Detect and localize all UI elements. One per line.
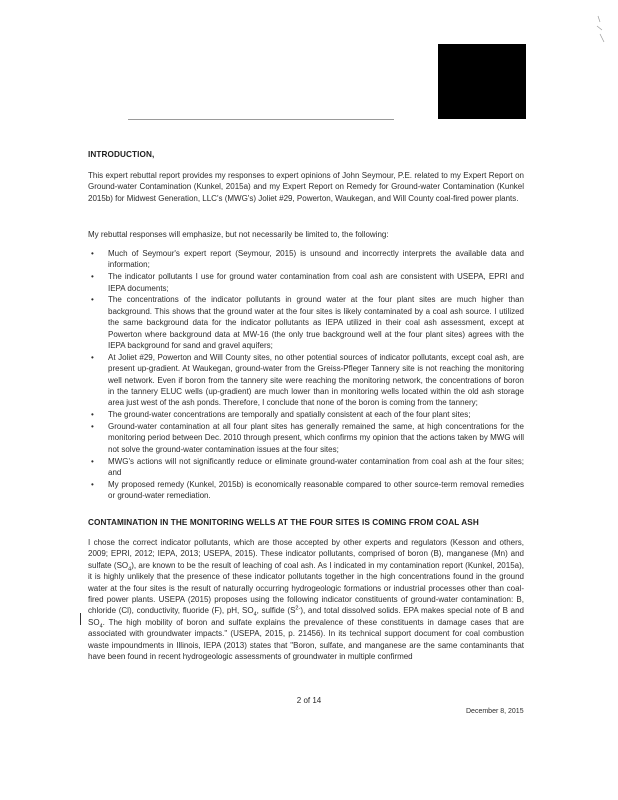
list-item: • MWG's actions will not significantly reduce or eliminate ground-water contamination from coal ash at the four sites; and — [91, 456, 524, 478]
list-item: • My proposed remedy (Kunkel, 2015b) is economically reasonable compared to other source-term removal remedies or ground-water remediation. — [91, 479, 524, 501]
rebuttal-intro-paragraph: My rebuttal responses will emphasize, but not necessarily be limited to, the following: — [88, 230, 389, 239]
introduction-paragraph: This expert rebuttal report provides my responses to expert opinions of John Seymour, P.E. related to my Expert Report on Ground-water Contamination (Kunkel, 2015a) and my Expert Report on Remedy for Ground-water Contamination (Kunkel 2015b) for Midwest Generation, LLC's (MWG's) Joliet #29, Powerton, Waukegan, and Will County coal-fired power plants. — [88, 171, 524, 203]
list-item: • The ground-water concentrations are temporally and spatially consistent at each of the four plant sites; — [91, 410, 471, 420]
page-number: 2 of 14 — [296, 696, 322, 705]
list-item: • Ground-water contamination at all four plant sites has generally remained the same, at high concentrations for the monitoring period between Dec. 2010 through present, which confirms my opinion that the actions taken by MWG will not solve the ground-water contamination issues at the four sites; — [91, 422, 524, 454]
introduction-heading: INTRODUCTION, — [88, 150, 155, 159]
bullet-icon: • — [91, 456, 94, 466]
revision-margin-bar — [80, 613, 81, 625]
bullet-icon: • — [91, 422, 94, 432]
contamination-heading: CONTAMINATION IN THE MONITORING WELLS AT THE FOUR SITES IS COMING FROM COAL ASH — [88, 518, 479, 527]
bullet-icon: • — [91, 272, 94, 282]
list-item: • Much of Seymour's expert report (Seymour, 2015) is unsound and incorrectly interprets the available data and information; — [91, 249, 524, 270]
rebuttal-points-list — [88, 248, 524, 502]
footer-date: December 8, 2015 — [466, 708, 524, 715]
list-item: • The indicator pollutants I use for ground water contamination from coal ash are consistent with USEPA, EPRI and IEPA documents; — [91, 272, 524, 293]
bullet-icon: • — [91, 410, 94, 420]
bullet-icon: • — [91, 249, 94, 258]
redaction-block — [438, 44, 526, 119]
header-rule — [128, 119, 394, 120]
contamination-paragraph: I chose the correct indicator pollutants, which are those accepted by other experts and regulators (Kesson and others, 2009; EPRI, 2012; IEPA, 2013; USEPA, 2015). These indicator pollutants, comprised of boron (B), manganese (Mn) and sulfate $(SO_4)$, are known to be the result of leaching of coal ash. As I indicated in my contamination report (Kunkel, 2015a), it is highly unlikely that the presence of these indicator pollutants together in the high concentrations found in the ground water at the four sites is the result of naturally occurring hydrogeologic formations or industrial processes other than coal-fired power plants. USEPA (2015) proposes using the following indicator constituents of ground-water contamination: B, chloride (Cl), conductivity, fluoride (F), pH, $SO_4$, sulfide $(S^{2-})$, and total dissolved solids. EPA makes special note of B and $SO_4$. The high mobility of boron and sulfate explains the prevalence of these constituents in damage cases that are associated with groundwater impacts." (USEPA, 2015, p. 21456). In its technical support document for coal combustion waste impoundments in Illinois, IEPA (2013) states that "Boron, sulfate, and manganese are the same contaminants that have been found in recent hydrogeologic assessments of groundwater in multiple confirmed — [88, 538, 524, 662]
bullet-icon: • — [91, 352, 94, 362]
scan-corner-mark — [594, 14, 608, 49]
list-item: • At Joliet #29, Powerton and Will County sites, no other potential sources of indicator pollutants, except coal ash, are present up-gradient. At Waukegan, ground-water from the Greiss-Pfleger Tannery site is not reaching the monitoring well network. Even if boron from the tannery site were reaching the monitoring network, the concentrations of boron in the tannery ELUC wells (up-gradient) are much lower than in monitoring wells located within the old ash storage area just west of the ash ponds. Therefore, I conclude that none of the boron is coming from the tannery; — [91, 352, 524, 408]
bullet-icon: • — [91, 295, 94, 305]
list-item: • The concentrations of the indicator pollutants in ground water at the four plant sites are much higher than background. This shows that the ground water at the four sites is likely contaminated by a coal ash source. I utilized the same background data for the indicator pollutants as IEPA utilized in their coal ash assessment, except at Powerton where background data at MW-16 (the only true background well at the four plant sites) agrees with the IEPA background for sand and gravel aquifers; — [91, 295, 524, 351]
bullet-icon: • — [91, 479, 94, 489]
